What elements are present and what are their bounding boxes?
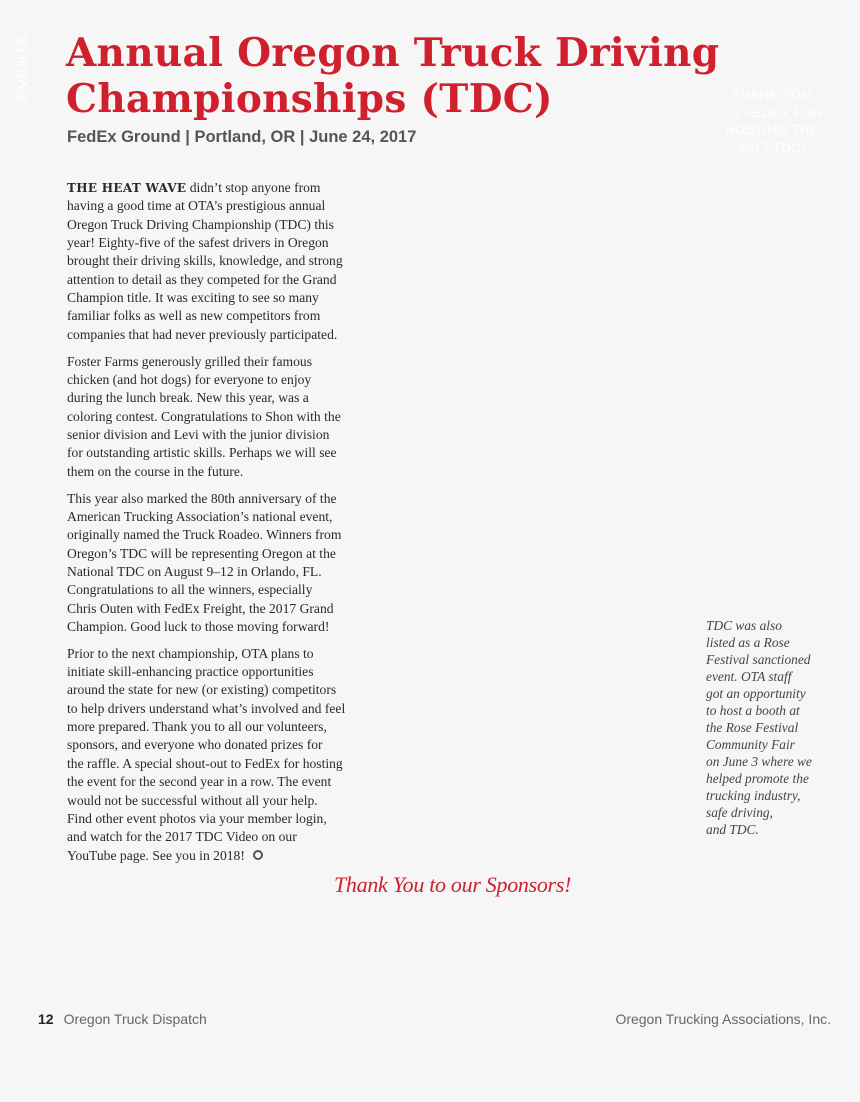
text-line: attention to detail as they competed for the Grand — [67, 271, 337, 287]
text-line — [67, 179, 377, 197]
text-line: coloring contest. Congratulations to Shon with the — [67, 408, 341, 424]
text-line: would not be successful without all your help. — [67, 792, 318, 808]
sidebar-line: and TDC. — [706, 822, 759, 837]
sidebar-line: Festival sanctioned — [706, 652, 811, 667]
page-number: 12 — [38, 1011, 54, 1027]
text-line: to help drivers understand what’s involved and feel — [67, 700, 346, 716]
text-line: Oregon’s TDC will be representing Oregon at the — [67, 545, 336, 561]
text-line: familiar folks as well as new competitors from — [67, 308, 321, 324]
organization-name: Oregon Trucking Associations, Inc. — [615, 1011, 831, 1027]
text-line: sponsors, and everyone who donated prizes for — [67, 737, 323, 753]
sidebar-line: event. OTA staff — [706, 669, 792, 684]
title-line: Championships (TDC) — [66, 76, 553, 122]
sidebar-line: listed as a Rose — [706, 635, 790, 650]
sidebar-line: the Rose Festival — [706, 720, 799, 735]
text-line: National TDC on August 9–12 in Orlando, FL. — [67, 563, 322, 579]
text-line: the event for the second year in a row. The event — [67, 774, 332, 790]
sidebar-line: TDC was also — [706, 618, 782, 633]
thank-you-callout — [712, 86, 832, 156]
sidebar-line: got an opportunity — [706, 686, 806, 701]
sidebar-line: trucking industry, — [706, 788, 801, 803]
sidebar-line: safe driving, — [706, 805, 773, 820]
text-line: around the state for new (or existing) competitors — [67, 682, 337, 698]
text-line: Champion. Good luck to those moving forward! — [67, 618, 330, 634]
sidebar-line: on June 3 where we — [706, 754, 812, 769]
callout-line: HOSTING THE — [724, 122, 820, 137]
paragraph — [67, 353, 377, 481]
sidebar-line: helped promote the — [706, 771, 809, 786]
text-line: brought their driving skills, knowledge, and strong — [67, 253, 343, 269]
text-line: This year also marked the 80th anniversary of the — [67, 490, 337, 506]
text-line: originally named the Truck Roadeo. Winners from — [67, 527, 342, 543]
text-line: the raffle. A special shout-out to FedEx for hosting — [67, 755, 343, 771]
text-line: companies that had never previously participated. — [67, 326, 338, 342]
sponsors-heading: Thank You to our Sponsors! — [334, 872, 572, 897]
text-line: American Trucking Association’s national event, — [67, 508, 333, 524]
callout-line: TO FEDEX FOR — [721, 104, 823, 120]
text-line: initiate skill-enhancing practice opportunities — [67, 664, 314, 680]
text-line: senior division and Levi with the junior division — [67, 426, 330, 442]
text-line: during the lunch break. New this year, was a — [67, 390, 309, 406]
sidebar-line: to host a booth at — [706, 703, 800, 718]
text-line: Champion title. It was exciting to see so many — [67, 290, 319, 306]
lead-in: THE HEAT WAVE — [67, 181, 187, 195]
text-line: Congratulations to all the winners, especially — [67, 582, 313, 598]
section-tag: EVENTS — [14, 33, 31, 100]
text-line: more prepared. Thank you to all our volunteers, — [67, 719, 327, 735]
end-mark-icon — [253, 850, 263, 860]
text-line: Prior to the next championship, OTA plans to — [67, 645, 314, 661]
paragraph — [67, 490, 377, 637]
text-line: for outstanding artistic skills. Perhaps we will see — [67, 445, 337, 461]
text-line: Oregon Truck Driving Championship (TDC) this — [67, 216, 334, 232]
callout-line: 2017 TDC! — [738, 139, 806, 155]
footer-left — [38, 1011, 207, 1027]
callout-line: THANK YOU — [731, 87, 813, 102]
text-line: and watch for the 2017 TDC Video on our — [67, 829, 297, 845]
text: didn’t stop anyone from — [186, 180, 321, 195]
article-body — [67, 179, 377, 873]
text-line: Find other event photos via your member login, — [67, 810, 327, 826]
event-subtitle: FedEx Ground | Portland, OR | June 24, 2017 — [67, 128, 417, 146]
text-line: Foster Farms generously grilled their famous — [67, 353, 313, 369]
publication-name: Oregon Truck Dispatch — [63, 1011, 207, 1027]
sidebar-note — [706, 617, 826, 838]
text-line: them on the course in the future. — [67, 463, 244, 479]
text-line: Chris Outen with FedEx Freight, the 2017 Grand — [67, 600, 334, 616]
sidebar-line: Community Fair — [706, 737, 795, 752]
text-line: year! Eighty-five of the safest drivers in Oregon — [67, 235, 329, 251]
paragraph — [67, 645, 377, 865]
title-line: Annual Oregon Truck Driving — [66, 30, 720, 76]
paragraph — [67, 179, 377, 344]
page-title — [66, 30, 719, 122]
text-line: chicken (and hot dogs) for everyone to enjoy — [67, 371, 312, 387]
text-line: YouTube page. See you in 2018! — [67, 847, 377, 865]
text-line: having a good time at OTA’s prestigious annual — [67, 198, 326, 214]
